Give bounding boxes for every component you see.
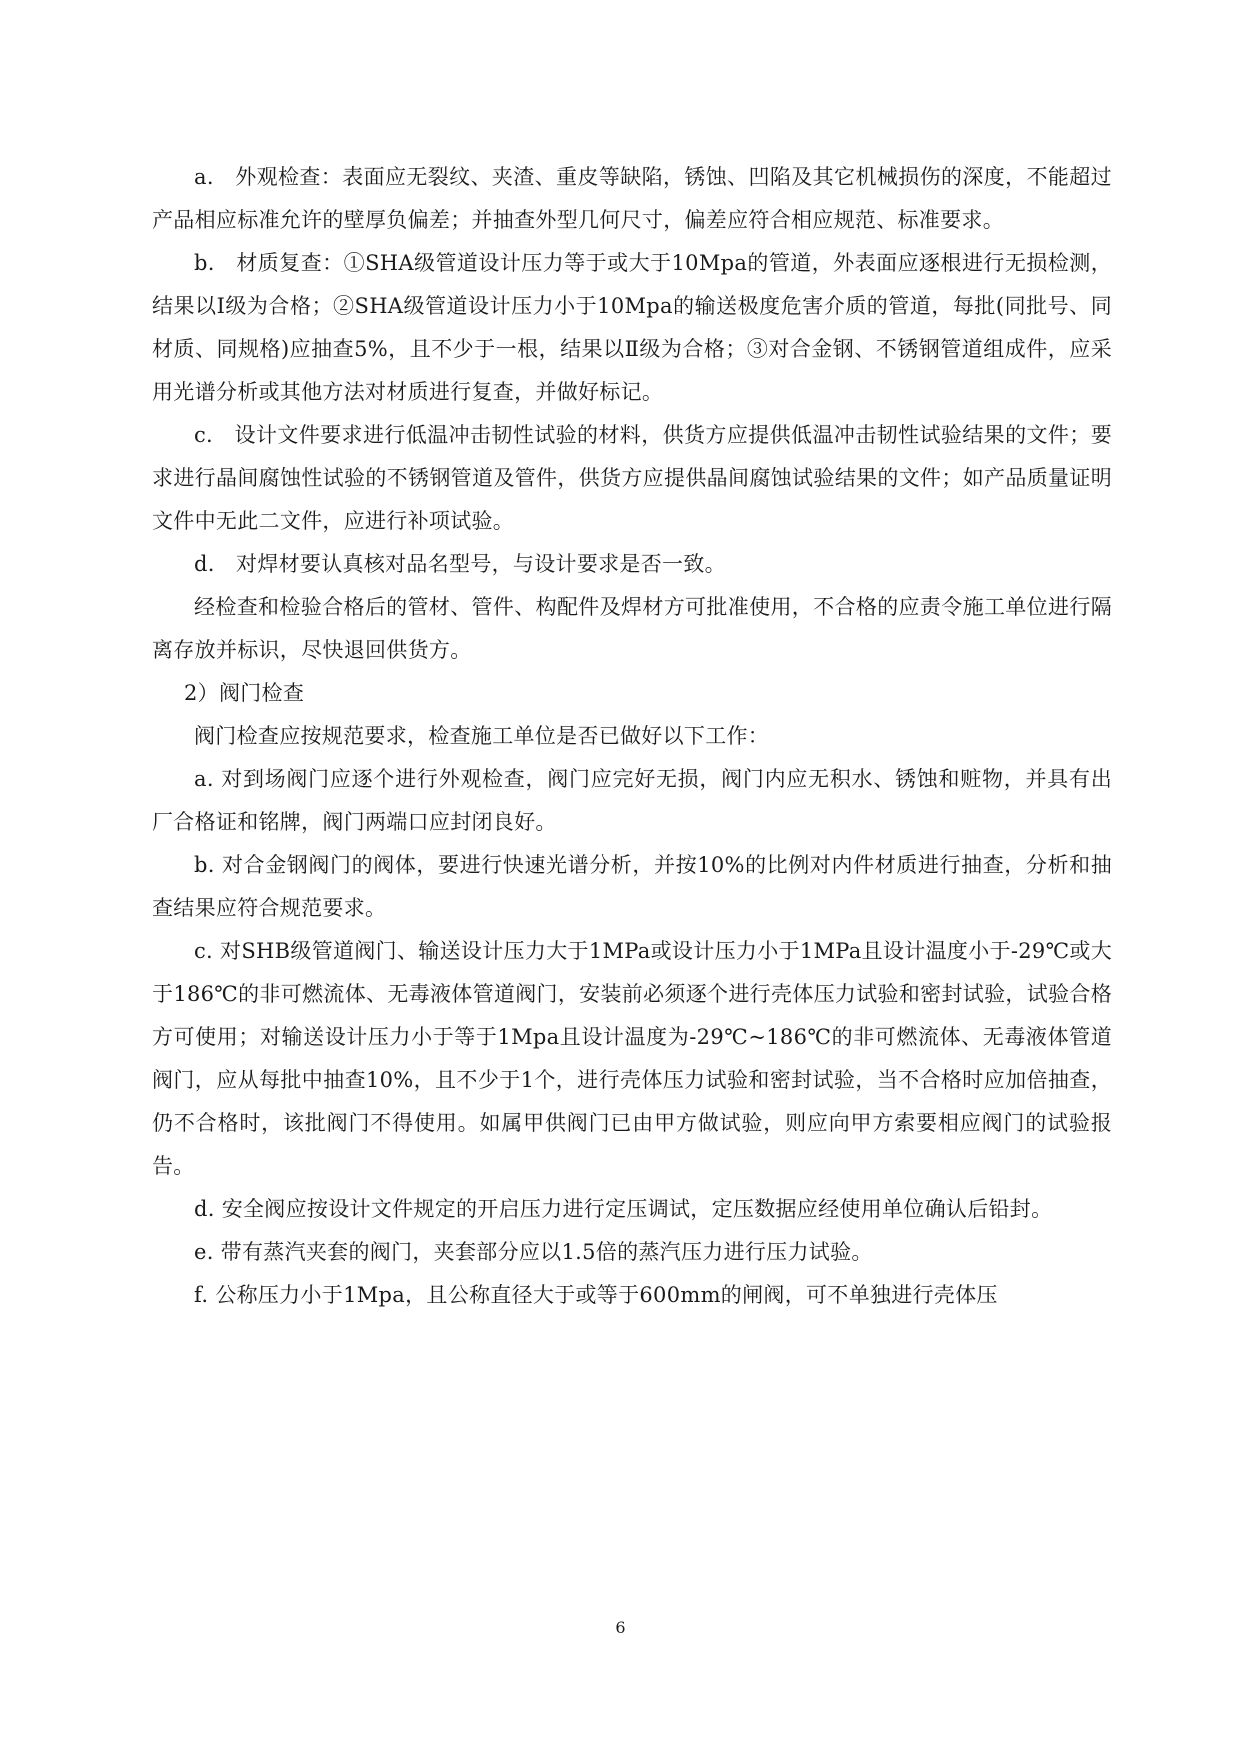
paragraph-steam-jacket-valve: e. 带有蒸汽夹套的阀门，夹套部分应以1.5倍的蒸汽压力进行压力试验。 [194,1240,873,1264]
paragraph-pipe-visual-inspection: a. 外观检查：表面应无裂纹、夹渣、重皮等缺陷，锈蚀、凹陷及其它机械损伤的深度，不能超过产品相应标准允许的壁厚负偏差；并抽查外型几何尺寸，偏差应符合相应规范、标准要求。 [152,165,1112,232]
paragraph-valve-visual-check: a. 对到场阀门应逐个进行外观检查，阀门应完好无损，阀门内应无积水、锈蚀和赃物，并具有出厂合格证和铭牌，阀门两端口应封闭良好。 [152,767,1112,834]
paragraph-material-recheck: b. 材质复查：①SHA级管道设计压力等于或大于10Mpa的管道，外表面应逐根进行无损检测，结果以Ⅰ级为合格；②SHA级管道设计压力小于10Mpa的输送极度危害介质的管道，每批(同批号、同材质、同规格)应抽查5%，且不少于一根，结果以Ⅱ级为合格；③对合金钢、不锈钢管道组成件，应采用光谱分析或其他方法对材质进行复查，并做好标记。 [152,251,1112,404]
paragraph-welding-material-check: d. 对焊材要认真核对品名型号，与设计要求是否一致。 [194,552,726,576]
paragraph-gate-valve: f. 公称压力小于1Mpa，且公称直径大于或等于600mm的闸阀，可不单独进行壳体压 [194,1283,998,1307]
document-body [152,156,1112,1317]
paragraph-approval-note: 经检查和检验合格后的管材、管件、构配件及焊材方可批准使用，不合格的应责令施工单位进行隔离存放并标识，尽快退回供货方。 [152,595,1112,662]
paragraph-valve-inspection-intro: 阀门检查应按规范要求，检查施工单位是否已做好以下工作： [194,724,770,748]
paragraph-safety-valve: d. 安全阀应按设计文件规定的开启压力进行定压调试，定压数据应经使用单位确认后铅封。 [194,1197,1053,1221]
paragraph-alloy-valve-spectrum: b. 对合金钢阀门的阀体，要进行快速光谱分析，并按10%的比例对内件材质进行抽查，分析和抽查结果应符合规范要求。 [152,853,1112,920]
page-number: 6 [615,1618,626,1637]
section-heading-valve-inspection: 2）阀门检查 [184,681,305,705]
paragraph-valve-pressure-test: c. 对SHB级管道阀门、输送设计压力大于1MPa或设计压力小于1MPa且设计温度小于-29℃或大于186℃的非可燃流体、无毒液体管道阀门，安装前必须逐个进行壳体压力试验和密封试验，试验合格方可使用；对输送设计压力小于等于1Mpa且设计温度为-29℃~186℃的非可燃流体、无毒液体管道阀门，应从每批中抽查10%，且不少于1个，进行壳体压力试验和密封试验，当不合格时应加倍抽查，仍不合格时，该批阀门不得使用。如属甲供阀门已由甲方做试验，则应向甲方索要相应阀门的试验报告。 [152,939,1112,1178]
paragraph-low-temperature-test: c. 设计文件要求进行低温冲击韧性试验的材料，供货方应提供低温冲击韧性试验结果的文件；要求进行晶间腐蚀性试验的不锈钢管道及管件，供货方应提供晶间腐蚀试验结果的文件；如产品质量证明文件中无此二文件，应进行补项试验。 [152,423,1112,533]
